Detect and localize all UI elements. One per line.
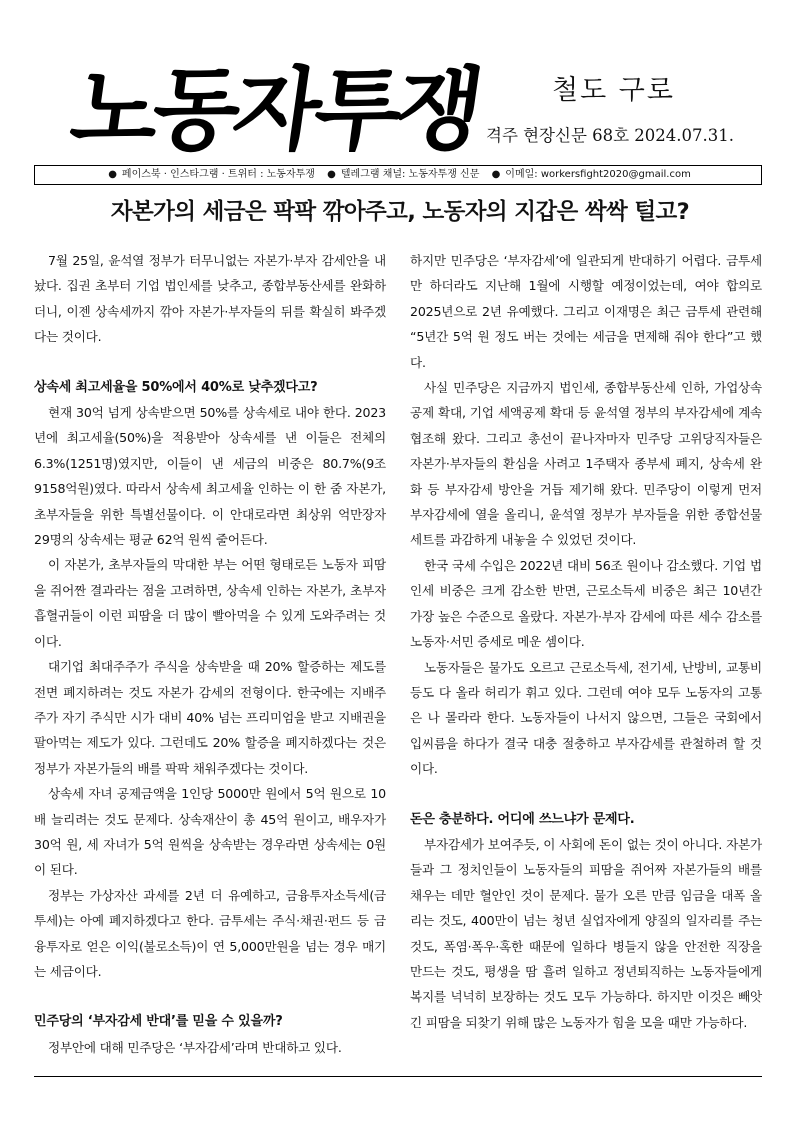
article-headline: 자본가의 세금은 팍팍 깎아주고, 노동자의 지갑은 싹싹 털고?: [110, 199, 690, 225]
section-name: 철도 구로: [552, 75, 675, 106]
paragraph: 정부는 가상자산 과세를 2년 더 유예하고, 금융투자소득세(금투세)는 아예 폐지하겠다고 한다. 금투세는 주식·채권·펀드 등 금융투자로 얻은 이익(불로소득)이 연 5,000만원을 넘는 경우 매기는 세금이다.: [34, 887, 386, 979]
subheading-democratic-party: 민주당의 ‘부자감세 반대’를 믿을 수 있을까?: [34, 1014, 283, 1030]
paragraph: 정부안에 대해 민주당은 ‘부자감세’라며 반대하고 있다.: [48, 1039, 342, 1055]
masthead: [34, 56, 766, 166]
subheading-inheritance-tax: 상속세 최고세율을 50%에서 40%로 낮추겠다고?: [34, 379, 318, 395]
sns-contact: 페이스북 · 인스타그램 · 트위터 : 노동자투쟁: [121, 169, 315, 180]
issue-info: 격주 현장신문 68호 2024.07.31.: [486, 126, 735, 145]
bullet-icon: ●: [491, 169, 501, 180]
bottom-divider: [34, 1076, 762, 1077]
paragraph: 상속세 자녀 공제금액을 1인당 5000만 원에서 5억 원으로 10배 늘리려는 것도 문제다. 상속재산이 총 45억 원이고, 배우자가 30억 원, 세 자녀가 5억 원씩을 상속받는 경우라면 상속세는 0원이 된다.: [34, 786, 386, 878]
paragraph: 대기업 최대주주가 주식을 상속받을 때 20% 할증하는 제도를 전면 폐지하려는 것도 자본가 감세의 전형이다. 한국에는 지배주주가 자기 주식만 시가 대비 40% 넘는 프리미엄을 받고 지배권을 팔아먹는 제도가 있다. 그런데도 20% 할증을 폐지하겠다는 것은 정부가 자본가들의 배를 팍팍 채워주겠다는 것이다.: [34, 659, 386, 776]
article-intro: 7월 25일, 윤석열 정부가 터무니없는 자본가·부자 감세안을 내놨다. 집권 초부터 기업 법인세를 낮추고, 종합부동산세를 완화하더니, 이젠 상속세까지 깎아 자본가·부자들의 뒤를 확실히 봐주겠다는 것이다.: [34, 253, 386, 345]
bullet-icon: ●: [327, 169, 336, 180]
right-column: [410, 248, 762, 1035]
paragraph: 한국 국세 수입은 2022년 대비 56조 원이나 감소했다. 기업 법인세 비중은 크게 감소한 반면, 근로소득세 비중은 최근 10년간 가장 높은 수준으로 올랐다. 자본가·부자 감세에 따른 세수 감소를 노동자·서민 증세로 메운 셈이다.: [410, 557, 762, 650]
paragraph: 사실 민주당은 지금까지 법인세, 종합부동산세 인하, 가업상속공제 확대, 기업 세액공제 확대 등 윤석열 정부의 부자감세에 계속 협조해 왔다. 그리고 총선이 끝나자마자 민주당 고위당직자들은 자본가·부자들의 환심을 사려고 1주택자 종부세 폐지, 상속세 완화 등 부자감세 방안을 거듭 제기해 왔다. 민주당이 이렇게 먼저 부자감세에 열을 올리니, 윤석열 정부가 부자들을 위한 종합선물세트를 과감하게 내놓을 수 있었던 것이다.: [410, 380, 762, 548]
paragraph: 노동자들은 물가도 오르고 근로소득세, 전기세, 난방비, 교통비 등도 다 올라 허리가 휘고 있다. 그런데 여야 모두 노동자의 고통은 나 몰라라 한다. 노동자들이 나서지 않으면, 그들은 국회에서 입씨름을 하다가 결국 대충 절충하고 부자감세를 관철하려 할 것이다.: [410, 659, 762, 777]
contact-bar: [34, 165, 762, 185]
left-column: [34, 248, 386, 1060]
paragraph: 하지만 민주당은 ‘부자감세’에 일관되게 반대하기 어렵다. 금투세만 하더라도 지난해 1월에 시행할 예정이었는데, 여야 합의로 2025년으로 2년 유예했다. 그리고 이재명은 최근 금투세 관련해 “5년간 5억 원 정도 버는 것에는 세금을 면제해 줘야 한다”고 했다.: [410, 253, 762, 370]
telegram-contact: 텔레그램 채널: 노동자투쟁 신문: [340, 169, 480, 180]
paragraph: 부자감세가 보여주듯, 이 사회에 돈이 없는 것이 아니다. 자본가들과 그 정치인들이 노동자들의 피땀을 쥐어짜 자본가들의 배를 채우는 데만 혈안인 것이 문제다. 물가 오른 만큼 임금을 대폭 올리는 것도, 400만이 넘는 청년 실업자에게 양질의 일자리를 주는 것도, 폭염·폭우·혹한 때문에 일하다 병들지 않을 안전한 직장을 만드는 것도, 평생을 땀 흘려 일하고 정년퇴직하는 노동자들에게 복지를 넉넉히 보장하는 것도 모두 가능하다. 하지만 이것은 빼앗긴 피땀을 되찾기 위해 많은 노동자가 힘을 모을 때만 가능하다.: [410, 836, 762, 1030]
email-contact: 이메일: workersfight2020@gmail.com: [505, 169, 691, 180]
subheading-money: 돈은 충분하다. 어디에 쓰느냐가 문제다.: [410, 811, 635, 827]
newspaper-logo: 노동자투쟁: [64, 58, 485, 163]
bullet-icon: ●: [108, 169, 117, 180]
paragraph: 이 자본가, 초부자들의 막대한 부는 어떤 형태로든 노동자 피땀을 쥐어짠 결과라는 점을 고려하면, 상속세 인하는 자본가, 초부자 흡혈귀들이 이런 피땀을 더 많이 빨아먹을 수 있게 도와주려는 것이다.: [34, 557, 386, 649]
paragraph: 현재 30억 넘게 상속받으면 50%를 상속세로 내야 한다. 2023년에 최고세율(50%)을 적용받아 상속세를 낸 이들은 전체의 6.3%(1251명)였지만, 이들이 낸 세금의 비중은 80.7%(9조9158억원)였다. 따라서 상속세 최고세율 인하는 이 한 줌 자본가, 초부자들을 위한 특별선물이다. 이 안대로라면 최상위 억만장자 29명의 상속세는 평균 62억 원씩 줄어든다.: [34, 405, 386, 548]
